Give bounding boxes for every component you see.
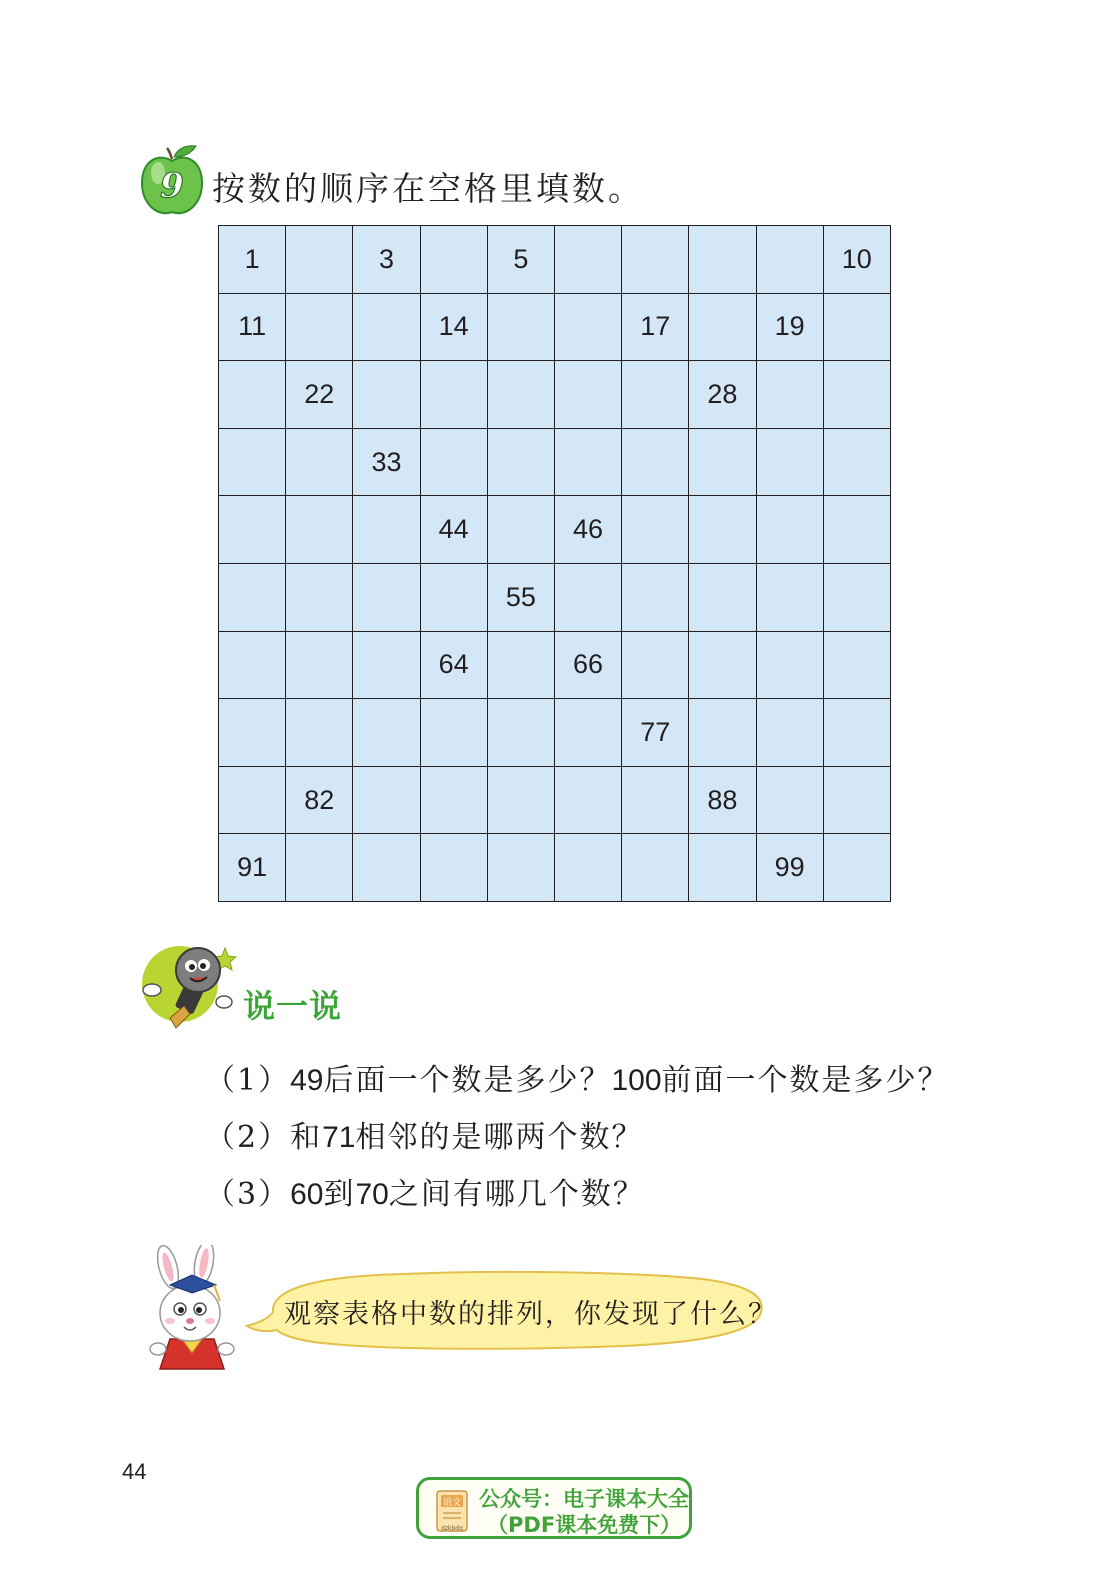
grid-cell <box>689 632 756 700</box>
question-text: 相邻的是哪两个数？ <box>355 1120 644 1155</box>
exercise-number: 9 <box>160 166 184 206</box>
grid-cell: 17 <box>622 294 689 362</box>
grid-cell: 99 <box>757 834 824 902</box>
watermark-line-2: （PDF课本免费下） <box>487 1513 682 1537</box>
grid-cell <box>286 632 353 700</box>
grid-cell: 77 <box>622 699 689 767</box>
grid-cell <box>219 632 286 700</box>
grid-cell <box>219 564 286 632</box>
grid-cell <box>555 834 622 902</box>
grid-cell <box>689 699 756 767</box>
grid-cell <box>286 699 353 767</box>
question-text: 到 <box>323 1177 356 1212</box>
page-number: 44 <box>122 1459 147 1484</box>
grid-cell <box>353 767 420 835</box>
grid-cell <box>421 564 488 632</box>
grid-cell <box>824 767 891 835</box>
grid-cell <box>219 767 286 835</box>
question-number: 60 <box>290 1178 324 1211</box>
grid-cell <box>622 429 689 497</box>
grid-cell <box>219 361 286 429</box>
grid-cell <box>421 834 488 902</box>
hundred-grid <box>218 225 891 902</box>
grid-cell <box>622 767 689 835</box>
grid-cell <box>286 294 353 362</box>
grid-cell: 82 <box>286 767 353 835</box>
grid-cell: 66 <box>555 632 622 700</box>
grid-cell <box>353 496 420 564</box>
book-sub-label: dzkbdq <box>441 1525 463 1532</box>
grid-cell: 19 <box>757 294 824 362</box>
grid-cell <box>421 429 488 497</box>
grid-cell <box>286 226 353 294</box>
grid-cell: 44 <box>421 496 488 564</box>
question-label: （1） <box>205 1063 291 1098</box>
grid-cell <box>286 496 353 564</box>
grid-cell <box>488 699 555 767</box>
grid-cell <box>219 429 286 497</box>
grid-cell <box>824 699 891 767</box>
question-number: 70 <box>355 1178 389 1211</box>
grid-cell <box>421 699 488 767</box>
grid-cell <box>555 361 622 429</box>
question-number: 100 <box>611 1064 662 1097</box>
grid-cell: 64 <box>421 632 488 700</box>
grid-cell <box>219 699 286 767</box>
grid-cell <box>353 361 420 429</box>
grid-cell: 3 <box>353 226 420 294</box>
grid-cell <box>421 361 488 429</box>
grid-cell: 5 <box>488 226 555 294</box>
grid-cell <box>488 632 555 700</box>
grid-cell <box>757 429 824 497</box>
grid-cell <box>353 834 420 902</box>
grid-cell <box>757 361 824 429</box>
book-icon <box>435 1489 471 1535</box>
question-number: 71 <box>322 1121 356 1154</box>
grid-cell <box>353 632 420 700</box>
grid-cell <box>286 429 353 497</box>
grid-cell <box>689 294 756 362</box>
exercise-title: 按数的顺序在空格里填数。 <box>212 169 644 208</box>
grid-cell <box>488 361 555 429</box>
grid-cell <box>488 834 555 902</box>
grid-cell <box>689 564 756 632</box>
speak-heading: 说一说 <box>243 987 343 1025</box>
grid-cell <box>353 294 420 362</box>
grid-cell <box>353 699 420 767</box>
grid-cell <box>689 834 756 902</box>
apple-number-icon <box>138 143 206 217</box>
grid-cell <box>757 632 824 700</box>
grid-cell: 22 <box>286 361 353 429</box>
microphone-mascot-icon <box>140 940 240 1035</box>
grid-cell: 11 <box>219 294 286 362</box>
grid-cell <box>689 226 756 294</box>
rabbit-mascot-icon <box>140 1245 245 1375</box>
grid-cell <box>824 632 891 700</box>
grid-cell <box>689 429 756 497</box>
grid-cell <box>555 429 622 497</box>
rabbit-bubble-text: 观察表格中数的排列，你发现了什么？ <box>284 1299 777 1330</box>
question-text: 后面一个数是多少？ <box>323 1063 612 1098</box>
grid-cell <box>286 564 353 632</box>
question-text: 前面一个数是多少？ <box>661 1063 950 1098</box>
grid-cell <box>488 294 555 362</box>
grid-cell <box>757 699 824 767</box>
question-label: （2） <box>205 1120 291 1155</box>
grid-cell <box>219 496 286 564</box>
grid-cell <box>353 564 420 632</box>
grid-cell <box>824 496 891 564</box>
grid-cell <box>757 564 824 632</box>
grid-cell: 10 <box>824 226 891 294</box>
grid-cell <box>488 429 555 497</box>
grid-cell <box>488 767 555 835</box>
grid-cell <box>757 767 824 835</box>
grid-cell <box>421 226 488 294</box>
grid-cell <box>286 834 353 902</box>
grid-cell <box>824 834 891 902</box>
grid-cell <box>824 294 891 362</box>
grid-cell <box>622 361 689 429</box>
grid-cell: 28 <box>689 361 756 429</box>
grid-cell <box>824 564 891 632</box>
question-1 <box>205 1055 950 1099</box>
grid-cell <box>488 496 555 564</box>
question-3 <box>205 1169 645 1213</box>
grid-cell <box>622 226 689 294</box>
grid-cell <box>555 564 622 632</box>
question-2 <box>205 1112 643 1156</box>
grid-cell <box>555 294 622 362</box>
grid-cell <box>757 496 824 564</box>
question-text: 和 <box>290 1120 323 1155</box>
grid-cell <box>622 564 689 632</box>
grid-cell: 46 <box>555 496 622 564</box>
question-number: 49 <box>290 1064 324 1097</box>
grid-cell <box>824 361 891 429</box>
question-label: （3） <box>205 1177 291 1212</box>
grid-cell <box>421 767 488 835</box>
grid-cell <box>622 834 689 902</box>
grid-cell: 91 <box>219 834 286 902</box>
watermark-badge <box>416 1477 692 1539</box>
grid-cell: 1 <box>219 226 286 294</box>
grid-cell: 14 <box>421 294 488 362</box>
grid-cell <box>555 226 622 294</box>
grid-cell <box>757 226 824 294</box>
grid-cell: 55 <box>488 564 555 632</box>
book-label: 语文 <box>442 1498 462 1508</box>
grid-cell <box>555 767 622 835</box>
watermark-line-1: 公众号：电子课本大全 <box>479 1487 689 1511</box>
grid-cell <box>622 632 689 700</box>
grid-cell: 33 <box>353 429 420 497</box>
question-text: 之间有哪几个数？ <box>388 1177 645 1212</box>
grid-cell <box>824 429 891 497</box>
grid-cell: 88 <box>689 767 756 835</box>
grid-cell <box>689 496 756 564</box>
grid-cell <box>555 699 622 767</box>
grid-cell <box>622 496 689 564</box>
